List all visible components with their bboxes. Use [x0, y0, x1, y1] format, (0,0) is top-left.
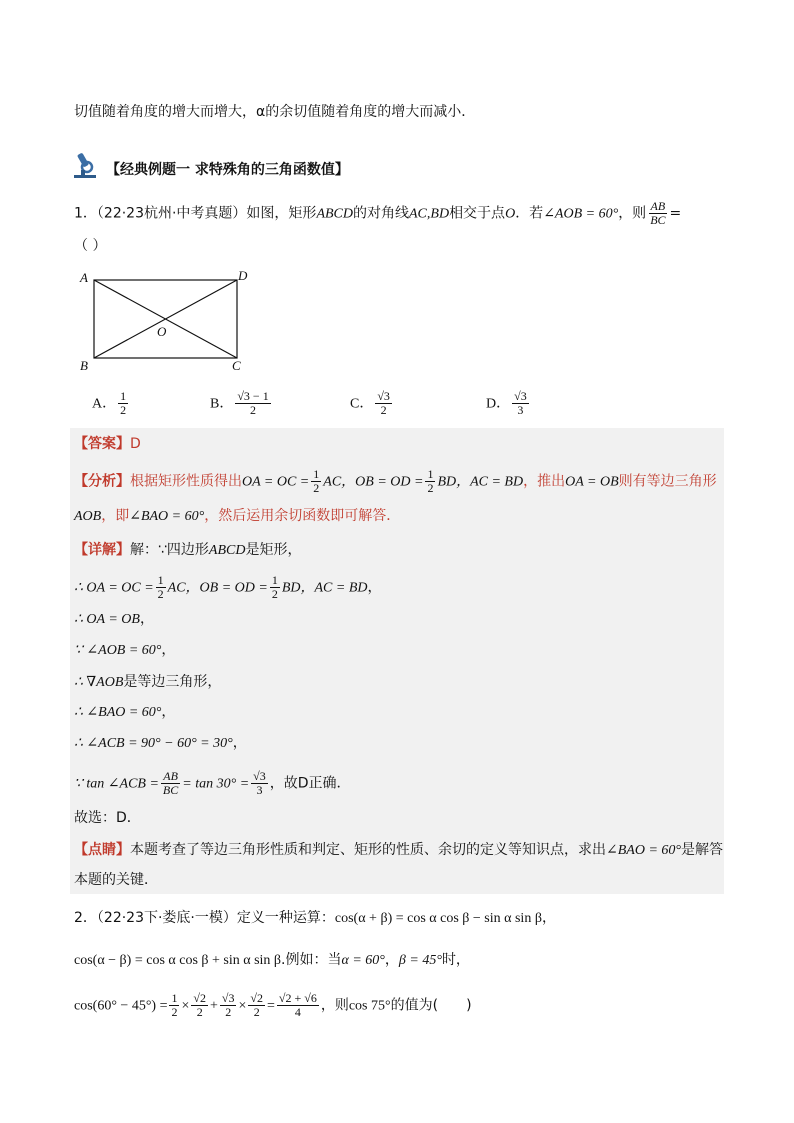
q2-times-2: ×: [238, 998, 247, 1014]
q1-mid4: ，则: [618, 205, 647, 222]
q2-l2a: cos(α − β) = cos α cos β + sin α sin β: [74, 953, 282, 968]
option-c-label: C．: [350, 396, 374, 412]
q2-sqrt2-num-2: √2: [250, 991, 263, 1005]
option-c-den: 2: [380, 403, 387, 417]
label-c: C: [232, 358, 241, 373]
q2-l2f: 时，: [441, 952, 470, 968]
q2-sqrt2-den-1: 2: [196, 1005, 203, 1019]
detail-line-1: [74, 540, 301, 561]
question-2-line-1: [74, 908, 556, 929]
q2-l2d: ，: [384, 952, 399, 968]
label-o: O: [157, 324, 167, 339]
detail-step-7: [74, 770, 351, 797]
answer-tag: 【答案】: [74, 436, 130, 452]
detail-s4a: ∴ ∇AOB: [74, 675, 124, 690]
comment-tag: 【点睛】: [74, 842, 130, 858]
detail-t1: 解：∵四边形: [130, 542, 209, 558]
analysis-half-num-1: 1: [313, 467, 320, 481]
q2-l2b: .例如：当: [281, 952, 342, 968]
q1-point-o: O: [505, 206, 516, 222]
q1-acbd: AC,BD: [409, 206, 450, 222]
analysis-e3: BD，AC = BD: [437, 474, 524, 490]
detail-s7b: = tan 30° =: [182, 776, 250, 792]
detail-half-num-1: 1: [157, 573, 164, 587]
q2-l1a: 2．（22·23下·娄底·一模）定义一种运算：: [74, 910, 335, 926]
q1-fraction: [648, 200, 667, 227]
detail-s7e: ，故D正确．: [269, 775, 351, 792]
comment-t2: 是解答: [681, 842, 723, 858]
q2-plus: +: [209, 998, 218, 1014]
detail-s7-sqrt3: √3: [253, 769, 266, 783]
comment-line-2: 本题的关键．: [74, 872, 158, 888]
answer-value: D: [130, 436, 141, 452]
section-header: 【经典例题一 求特殊角的三角函数值】: [106, 162, 349, 178]
q2-sqrt3-num: √3: [221, 991, 235, 1005]
detail-s1d: ，: [367, 579, 382, 596]
q2-times-1: ×: [181, 998, 190, 1014]
comment-line-1: [74, 840, 723, 861]
option-b[interactable]: [210, 390, 273, 417]
q1-frac-num: AB: [650, 199, 666, 213]
q2-l1c: ，: [541, 910, 556, 926]
q1-mid1: 的对角线: [353, 205, 409, 222]
q2-sum-den: 4: [294, 1005, 301, 1019]
q2-sum-num: √2 + √6: [278, 991, 317, 1005]
analysis-e1: OA = OC =: [242, 474, 310, 490]
q2-eq: =: [266, 998, 275, 1014]
question-2-line-3: [74, 992, 472, 1019]
option-b-num: √3 − 1: [237, 389, 269, 403]
label-b: B: [80, 358, 88, 373]
solution-block: [70, 428, 724, 894]
detail-t2: 是矩形，: [245, 542, 302, 558]
analysis-half-num-2: 1: [427, 467, 434, 481]
analysis-l2b: ，即: [101, 508, 130, 524]
detail-s3-comma: ，: [161, 643, 176, 658]
option-a-num: 1: [120, 389, 127, 403]
option-d[interactable]: [486, 390, 531, 417]
q1-angle: ∠AOB = 60°: [543, 206, 619, 222]
analysis-line-2: [74, 506, 400, 527]
analysis-t3: 则有等边三角形: [618, 473, 717, 490]
detail-s1a: ∴ OA = OC =: [74, 580, 154, 596]
analysis-half-den-1: 2: [313, 481, 320, 495]
label-a: A: [80, 270, 88, 285]
detail-step-3: [74, 641, 175, 661]
detail-s3: ∵ ∠AOB = 60°: [74, 643, 162, 658]
option-d-num: √3: [514, 389, 527, 403]
detail-abcd: ABCD: [208, 543, 246, 558]
detail-s7a: ∵ tan ∠ACB =: [74, 776, 159, 792]
option-b-label: B．: [210, 396, 234, 412]
detail-choose: 故选：D．: [74, 810, 141, 826]
comment-t1: 本题考查了等边三角形性质和判定、矩形的性质、余切的定义等知识点，求出: [130, 842, 606, 858]
q2-half-den-1: 2: [171, 1005, 178, 1019]
q2-sqrt2-num-1: √2: [193, 991, 206, 1005]
detail-s6-comma: ，: [232, 736, 247, 751]
option-a-den: 2: [120, 403, 127, 417]
q2-l2c: α = 60°: [341, 953, 385, 968]
detail-step-2: [74, 610, 154, 630]
q2-l1b: cos(α + β) = cos α cos β − sin α sin β: [334, 911, 542, 926]
analysis-l2d: ，然后运用余切函数即可解答．: [204, 508, 401, 524]
q1-eq: =: [669, 205, 682, 222]
detail-step-5: [74, 703, 175, 723]
rectangle-figure: [74, 266, 254, 376]
question-2-line-2: [74, 950, 470, 971]
option-b-den: 2: [250, 403, 257, 417]
q1-paren: （ ）: [74, 238, 107, 254]
detail-s1c: BD，AC = BD: [281, 580, 368, 596]
q1-prefix: 1．（22·23杭州·中考真题）如图，矩形: [74, 205, 317, 222]
detail-step-1: [74, 574, 382, 601]
detail-s5-comma: ，: [161, 705, 176, 720]
detail-s7-three: 3: [256, 783, 263, 797]
detail-step-6: [74, 734, 247, 754]
option-d-den: 3: [517, 403, 524, 417]
analysis-tag: 【分析】: [74, 473, 130, 490]
analysis-e2: AC，OB = OD =: [323, 474, 424, 490]
detail-s7-num: AB: [163, 769, 178, 783]
analysis-t2: ，推出: [523, 473, 566, 490]
analysis-t1: 根据矩形性质得出: [130, 473, 242, 490]
detail-step-4: [74, 672, 221, 693]
option-d-label: D．: [486, 396, 511, 412]
q1-frac-den: BC: [650, 213, 666, 227]
detail-tag: 【详解】: [74, 542, 130, 558]
q2-half-num-1: 1: [171, 991, 178, 1005]
detail-s4b: 是等边三角形，: [123, 674, 222, 690]
microscope-icon: [70, 150, 100, 180]
analysis-angle: ∠BAO = 60°: [129, 509, 205, 524]
detail-s2: ∴ OA = OB: [74, 612, 140, 627]
comment-e1: ∠BAO = 60°: [606, 843, 681, 858]
option-a-label: A．: [92, 396, 117, 412]
q2-l3d: 的值为( ): [390, 997, 472, 1014]
detail-half-den-2: 2: [271, 587, 278, 601]
detail-s6: ∴ ∠ACB = 90° − 60° = 30°: [74, 736, 233, 751]
analysis-e4: OA = OB: [565, 474, 619, 490]
detail-half-den-1: 2: [157, 587, 164, 601]
answer-line: [74, 434, 141, 454]
analysis-aob: AOB: [74, 509, 102, 524]
q1-mid3: ．若: [515, 205, 544, 222]
analysis-half-den-2: 2: [427, 481, 434, 495]
detail-half-num-2: 1: [271, 573, 278, 587]
q2-l3b: ，则: [320, 997, 349, 1014]
intro-line: 切值随着角度的增大而增大，α的余切值随着角度的增大而减小．: [74, 104, 476, 120]
detail-s5: ∴ ∠BAO = 60°: [74, 705, 162, 720]
option-c[interactable]: [350, 390, 394, 417]
detail-s1b: AC，OB = OD =: [167, 580, 268, 596]
option-a[interactable]: [92, 390, 130, 417]
q1-mid2: 相交于点: [449, 205, 506, 222]
detail-s7-den: BC: [162, 783, 179, 797]
q1-abcd: ABCD: [316, 206, 353, 222]
analysis-line-1: [74, 468, 717, 495]
question-1-line-1: [74, 200, 681, 227]
q2-sqrt3-den: 2: [225, 1005, 232, 1019]
option-c-num: √3: [377, 389, 390, 403]
label-d: D: [238, 268, 248, 283]
q2-sqrt2-den-2: 2: [253, 1005, 260, 1019]
q2-l3a: cos(60° − 45°) =: [74, 998, 168, 1014]
q2-cos75: cos 75°: [348, 998, 391, 1014]
detail-s2-comma: ，: [139, 612, 154, 627]
q2-l2e: β = 45°: [398, 953, 442, 968]
